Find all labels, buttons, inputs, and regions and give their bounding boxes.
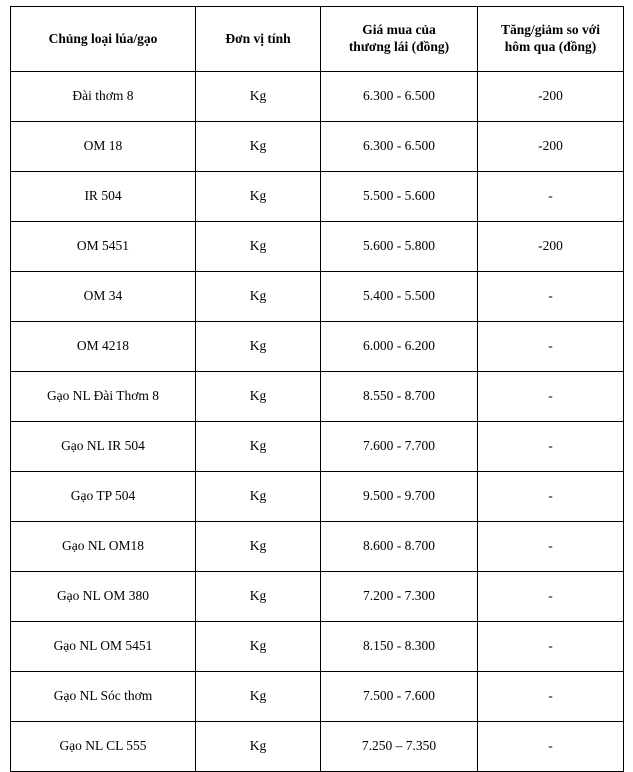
table-row xyxy=(11,72,624,122)
cell-variety: OM 34 xyxy=(11,272,196,322)
cell-price: 9.500 - 9.700 xyxy=(321,472,478,522)
column-header-price-line2: thương lái (đồng) xyxy=(348,39,450,54)
cell-price: 6.300 - 6.500 xyxy=(321,72,478,122)
cell-variety: IR 504 xyxy=(11,172,196,222)
cell-variety: Gạo TP 504 xyxy=(11,472,196,522)
cell-unit: Kg xyxy=(196,422,321,472)
column-header-change-line2: hôm qua (đồng) xyxy=(504,39,597,54)
column-header-unit xyxy=(196,7,321,72)
cell-variety: OM 18 xyxy=(11,122,196,172)
table-row xyxy=(11,722,624,772)
cell-change: - xyxy=(478,672,624,722)
cell-unit: Kg xyxy=(196,522,321,572)
table-header xyxy=(11,7,624,72)
column-header-unit-line1: Đơn vị tính xyxy=(225,30,291,46)
column-header-variety xyxy=(11,7,196,72)
cell-unit: Kg xyxy=(196,222,321,272)
cell-unit: Kg xyxy=(196,672,321,722)
cell-price: 8.550 - 8.700 xyxy=(321,372,478,422)
column-header-price-line1: Giá mua của xyxy=(362,22,436,38)
cell-unit: Kg xyxy=(196,722,321,772)
cell-change: - xyxy=(478,522,624,572)
cell-change: -200 xyxy=(478,122,624,172)
cell-change: -200 xyxy=(478,222,624,272)
cell-price: 5.600 - 5.800 xyxy=(321,222,478,272)
cell-unit: Kg xyxy=(196,322,321,372)
cell-price: 5.400 - 5.500 xyxy=(321,272,478,322)
cell-unit: Kg xyxy=(196,272,321,322)
cell-price: 6.300 - 6.500 xyxy=(321,122,478,172)
cell-variety: Gạo NL Sóc thơm xyxy=(11,672,196,722)
cell-unit: Kg xyxy=(196,122,321,172)
cell-change: - xyxy=(478,572,624,622)
column-header-change-line1: Tăng/giảm so với xyxy=(501,22,600,38)
cell-variety: Gạo NL OM 5451 xyxy=(11,622,196,672)
cell-unit: Kg xyxy=(196,472,321,522)
cell-price: 7.200 - 7.300 xyxy=(321,572,478,622)
column-header-variety-line1: Chủng loại lúa/gạo xyxy=(48,30,158,46)
table-row xyxy=(11,322,624,372)
cell-price: 8.600 - 8.700 xyxy=(321,522,478,572)
cell-unit: Kg xyxy=(196,72,321,122)
column-header-price xyxy=(321,7,478,72)
cell-unit: Kg xyxy=(196,172,321,222)
table-row xyxy=(11,472,624,522)
cell-variety: OM 4218 xyxy=(11,322,196,372)
cell-price: 6.000 - 6.200 xyxy=(321,322,478,372)
table-body xyxy=(11,72,624,772)
cell-unit: Kg xyxy=(196,372,321,422)
cell-change: - xyxy=(478,322,624,372)
cell-variety: Gạo NL Đài Thơm 8 xyxy=(11,372,196,422)
cell-price: 7.600 - 7.700 xyxy=(321,422,478,472)
cell-variety: Gạo NL OM18 xyxy=(11,522,196,572)
table-row xyxy=(11,222,624,272)
table-row xyxy=(11,372,624,422)
table-row xyxy=(11,622,624,672)
cell-price: 7.500 - 7.600 xyxy=(321,672,478,722)
column-header-change xyxy=(478,7,624,72)
cell-unit: Kg xyxy=(196,622,321,672)
table-row xyxy=(11,522,624,572)
cell-change: - xyxy=(478,722,624,772)
cell-variety: Đài thơm 8 xyxy=(11,72,196,122)
table-row xyxy=(11,172,624,222)
cell-variety: Gạo NL CL 555 xyxy=(11,722,196,772)
table-row xyxy=(11,122,624,172)
cell-change: - xyxy=(478,372,624,422)
cell-price: 7.250 – 7.350 xyxy=(321,722,478,772)
table-header-row xyxy=(11,7,624,72)
cell-price: 8.150 - 8.300 xyxy=(321,622,478,672)
rice-price-table xyxy=(10,6,624,772)
cell-change: - xyxy=(478,472,624,522)
cell-variety: Gạo NL IR 504 xyxy=(11,422,196,472)
cell-change: -200 xyxy=(478,72,624,122)
table-row xyxy=(11,672,624,722)
cell-unit: Kg xyxy=(196,572,321,622)
cell-change: - xyxy=(478,272,624,322)
cell-variety: OM 5451 xyxy=(11,222,196,272)
cell-variety: Gạo NL OM 380 xyxy=(11,572,196,622)
cell-price: 5.500 - 5.600 xyxy=(321,172,478,222)
table-row xyxy=(11,572,624,622)
cell-change: - xyxy=(478,172,624,222)
cell-change: - xyxy=(478,422,624,472)
cell-change: - xyxy=(478,622,624,672)
table-row xyxy=(11,272,624,322)
table-row xyxy=(11,422,624,472)
